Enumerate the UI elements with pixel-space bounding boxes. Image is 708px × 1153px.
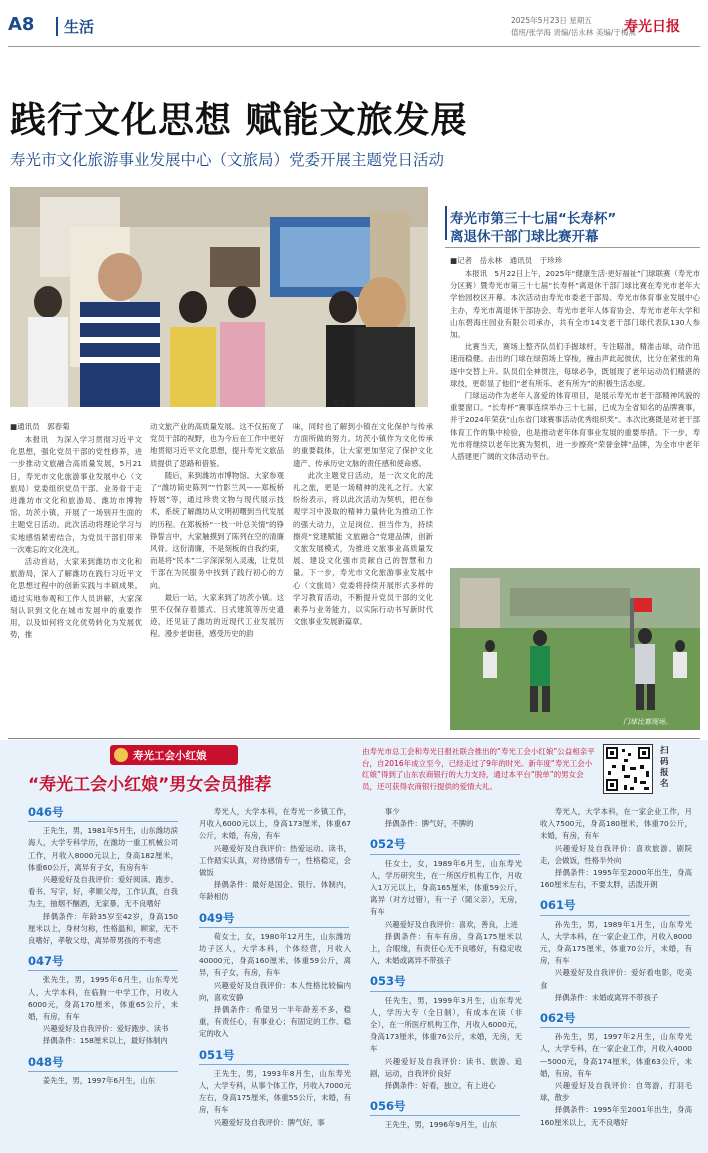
article-paragraph: 最后一站，大家来到了坊茨小镇。这里不仅保存着德式、日式建筑等历史遗迹，还见证了潍坊的近现代工业发展历程。漫步老街巷，感受历史的韵 (150, 592, 284, 639)
profile-text: 荀女士，女，1980年12月生，山东潍坊坊子区人，大学本科，个体经营，月收入40000元，身高160厘米，体重59公斤，离异，有子女，有房，有车 (199, 931, 351, 978)
header-rule (8, 46, 700, 47)
profile-text: 事少 (384, 807, 400, 816)
article-paragraph: 随后，来到潍坊市博物馆。大家参观了“潍坊简史陈列”“竹影兰风——郑板桥特展”等，通过珍贵文物与现代展示技术，系统了解潍坊从文明初曙到当代发展的历程。在郑板桥“一枝一叶总关情”的铮铮誓言中，大家触摸到了陈列在空的清廉风骨。这份清廉，不是刻板的自我约束，而是将“民本”二字深深刻入灵魂，让党员干部在为民服务中找到了践行初心的方向。 (150, 470, 284, 590)
profile-text: 择偶条件：158厘米以上，最好体制内 (42, 1036, 168, 1046)
article-byline: ■通讯员 郭春菊 (10, 422, 70, 431)
profile-divider (199, 927, 349, 928)
profile-text: 兴趣爱好及自我评价：脾气好，事 (213, 1117, 325, 1127)
profile-text: 兴趣爱好及自我评价：喜欢旅游、剧院走，会做饭，性格半外向 (540, 843, 692, 865)
profile-text: 兴趣爱好及自我评价：爱好看电影，吃美食 (540, 968, 692, 990)
article-byline: ■记者 岳永林 通讯员 于珍珍 (450, 256, 563, 265)
profile-text: 姜先生，男，1997年6月生，山东 (42, 1075, 155, 1085)
gateball-photo (450, 568, 700, 730)
profiles-column-4 (540, 806, 692, 1129)
article-body-column (10, 434, 142, 641)
profile-text: 寿光人，大学本科，在一家企业工作，月收入7500元，身高180厘米，体重70公斤，未婚，有房，有车 (540, 807, 692, 841)
article-paragraph: 比赛当天，赛场上整齐队员们手握球杆，专注瞄准，精准击球，动作迅速而稳健。击出的门球在绿茵场上穿梭，撞击声此起彼伏，比分在紧张的角逐中交替上升。队员们全神贯注，每球必争，既展现了老年运动员们精湛的球技，更彰显了他们“老有所乐、老有所为”的积极生活态度。 (450, 342, 700, 388)
profile-text: 择偶条件：1995年至2000年出生，身高160厘米左右，不要太胖，活泼开朗 (540, 868, 692, 890)
article-paragraph: 此次主题党日活动，是一次文化的洗礼之旅，更是一场精神的洗礼之行。大家纷纷表示，将以此次活动为契机，把在参观学习中汲取的精神力量转化为推动工作的强大动力，立足岗位、担当作为，持续擦亮“党建赋能 文旅融合”党建品牌，创新文旅发展模式，为推进文旅事业高质量发展、建设文化强市贡献自己的智慧和力量。下一步，寿光市文化旅游事业发展中心（文旅局）党委将持续开展形式多样的学习教育活动，不断提升党员干部的文化素养与业务能力，以实际行动书写新时代文旅事业发展新篇章。 (293, 470, 433, 627)
article-paragraph: 动文旅产业的高质量发展。这不仅拓宽了党员干部的视野，也为今后在工作中更好地贯彻习近平文化思想，提升寿光文旅品质提供了思路和借鉴。 (150, 422, 284, 468)
matchmaker-logo-text: 寿光工会小红娘 (133, 750, 207, 762)
photo-caption: 门球比赛现场。 (623, 718, 672, 726)
profile-number: 049号 (199, 910, 235, 925)
header-divider (56, 17, 58, 36)
article-body-column (450, 268, 700, 463)
profile-text: 任先生，男，1999年3月生，山东寿光人，学历大专（全日制），有成本在读（非全），在一所医疗机构工作，月收入6000元，身高173厘米，体重76公斤，未婚，无房，无车 (370, 995, 522, 1054)
profile-number: 053号 (370, 974, 406, 989)
profile-divider (370, 854, 520, 855)
profile-text: 兴趣爱好及自我评价：爱好阅读、跑步、看书、写字，好，孝顺父母，工作认真，自我为主，抽烟不酗酒，无家暴，无不良嗜好 (28, 875, 178, 909)
profile-text: 孙先生，男，1997年2月生，山东寿光人，大学专科，在一家企业工作，月收入4000—5000元，身高174厘米，体重63公斤，未婚，有房，有车 (540, 1032, 692, 1078)
article-paragraph: 本报讯 5月22日上午，2025年“健康生活·更好福祉”门球联赛（寿光市分区赛）暨寿光市第三十七届“长寿杯”离退休干部门球比赛在寿光市老年大学怡园校区开幕。本次活动由寿光市委老干部局、寿光市体育事业发展中心主办，寿光市离退休干部协会、寿光市老年人体育协会、寿光市老年大学和山东碧海庄园业有限公司承办，共有全市14支老干部门球代表队130人参加。 (450, 269, 700, 340)
profile-text: 兴趣爱好及自我评价：自驾游，打羽毛球，散步 (540, 1081, 692, 1103)
section-name: 生活 (64, 18, 95, 36)
profile-text: 任女士，女，1989年6月生，山东寿光人，学历研究生，在一所医疗机构工作，月收入1万元以上，身高165厘米，体重59公斤，离异（对方过错），有一子（随父亲），无房，有车 (370, 858, 522, 917)
profile-text: 择偶条件：年龄35岁至42岁，身高150厘米以上，身材匀称，性格温和，顾家，无不良嗜好，孝敬父母，离异带男孩的不考虑 (28, 911, 178, 946)
profile-text: 孙先生，男，1989年1月生，山东寿光人，大学本科，在一家企业工作，月收入8000元，身高175厘米，体重70公斤，未婚，有房，有车 (540, 919, 692, 966)
matchmaker-note: 由寿光市总工会和寿光日报社联合推出的“寿光工会小红娘”公益相亲平台，自2016年成立至今，已经走过了9年的时光。新年度“寿光工会小红娘”得到了山东农商银行的大力支持，通过本平台“脱单”的男女会员，还可获得农商银行提供的爱情大礼。 (362, 747, 595, 791)
profile-number: 062号 (540, 1011, 576, 1026)
profile-divider (370, 991, 520, 992)
profile-divider (199, 1064, 349, 1065)
page-number: A8 (8, 14, 35, 35)
main-subheadline: 寿光市文化旅游事业发展中心（文旅局）党委开展主题党日活动 (10, 151, 445, 169)
profile-text: 择偶条件：有车有房，身高175厘米以上，合眼缘，有责任心无不良嗜好，有稳定收入，未婚或离异不带孩子 (370, 931, 522, 966)
article-paragraph: 味，同时也了解到小镇在文化保护与传承方面所做的努力。坊茨小镇作为文化传承的重要载体，让大家更加坚定了保护文化遗产、传承历史文脉的责任感和使命感。 (293, 422, 433, 468)
matchmaker-title: “寿光工会小红娘”男女会员推荐 (28, 775, 272, 795)
article-body-column (150, 421, 284, 641)
profile-text: 兴趣爱好及自我评价：喜欢，善良，上进 (384, 919, 518, 929)
article-paragraph: 活动首站，大家来到潍坊市文化和旅游局，深入了解潍坊在践行习近平文化思想过程中的创新实践与丰硕成果。通过实地参观和工作人员讲解，大家深刻认识到文化在城市发展中的重要作用，以及如何将文化优势转化为发展优势，推 (10, 557, 142, 640)
article-paragraph: 门球运动作为老年人喜爱的体育项目，是展示寿光市老干部精神风貌的重要窗口。“长寿杯”赛事连续举办三十七届，已成为全省知名的品牌赛事，并于2024年荣获“山东省门球赛事活动优秀组织奖”。本次比赛既是对老干部体育工作的集中检验，也是推动老年体育事业发展的重要举措。下一步，寿光市将继续以老年比赛为契机，进一步擦亮“荣誉金牌”品牌，为全市中老年人搭建更广阔的文体活动平台。 (450, 391, 700, 462)
qr-label: 扫码报名 (660, 746, 669, 789)
article-title-line1: 寿光市第三十七届“长寿杯” (450, 211, 617, 227)
newspaper-logo: 寿光日报 (624, 19, 680, 35)
profile-number: 061号 (540, 898, 576, 913)
museum-visit-photo (10, 187, 428, 407)
article-paragraph: 本报讯 为深入学习贯彻习近平文化思想，强化党员干部的党性修养，进一步推动文旅融合高质量发展，5月21日，寿光市文化旅游事业发展中心（文旅局）党委组织党员干部、业务骨干走进潍坊市文化和旅游局、潍坊市博物馆、坊茨小镇，开展了一场别开生面的主题党日活动。此次活动将理论学习与实地感悟紧密结合，为党员干部们带来一次难忘的文化洗礼。 (10, 435, 142, 554)
profile-text: 择偶条件：脾气好，不脾的 (384, 819, 474, 829)
profile-number: 052号 (370, 837, 406, 852)
heart-badge-icon (114, 748, 128, 762)
profile-divider (28, 970, 178, 971)
profile-divider (540, 1027, 690, 1028)
profiles-column-2 (199, 806, 351, 1129)
article-title-line2: 离退休干部门球比赛开幕 (450, 229, 599, 245)
title-rule (445, 247, 700, 248)
profile-text: 王先生，男，1981年5月生，山东潍坊滨海人，大学专科学历，在潍坊一重工机械公司工作，月收入8000元以上，身高182厘米，体重60公斤，离异有子女，有房有车 (28, 826, 178, 872)
profile-text: 择偶条件：最好是国企、银行、体制内，年龄相仿 (199, 880, 351, 902)
profile-text: 择偶条件：未婚或离异不带孩子 (554, 992, 659, 1002)
profile-text: 王先生，男，1996年9月生，山东 (384, 1120, 497, 1130)
profile-text: 择偶条件：好看，独立，有上进心 (384, 1081, 496, 1091)
main-headline: 践行文化思想 赋能文旅发展 (10, 100, 468, 141)
profile-number: 048号 (28, 1054, 64, 1069)
profiles-column-1 (28, 806, 178, 1087)
issue-date: 2025年5月23日 星期五 (511, 16, 592, 25)
title-accent-bar (445, 206, 447, 240)
article-body-column (293, 421, 433, 628)
profiles-column-3 (370, 806, 522, 1132)
section-rule (8, 738, 700, 739)
profile-divider (28, 821, 178, 822)
profile-text: 张先生，男，1995年6月生，山东寿光人，大学本科，在临朐一中学工作，月收入6000元，身高170厘米，体重65公斤，未婚，有房，有车 (28, 975, 178, 1022)
photo-caption: 党员干部在参观学习。 (332, 399, 402, 407)
profile-text: 兴趣爱好及自我评价：读书、旅游、追剧，运动，自我评价良好 (370, 1056, 522, 1078)
profile-divider (540, 915, 690, 916)
profile-number: 056号 (370, 1099, 406, 1114)
profile-text: 兴趣爱好及自我评价：本人性格比较偏内向，喜欢安静 (199, 980, 351, 1002)
editor-credits: 值班/张学海 责编/岳永林 美编/于梅燕 (511, 28, 636, 37)
profile-text: 择偶条件：希望另一半年龄差不多，稳重，有责任心，有事业心；有固定的工作、稳定的收入 (199, 1005, 351, 1039)
profile-divider (28, 1071, 178, 1072)
profile-text: 择偶条件：1995年至2001年出生，身高160厘米以上，无不良嗜好 (540, 1105, 692, 1127)
profile-number: 051号 (199, 1047, 235, 1062)
profile-number: 046号 (28, 805, 64, 819)
profile-text: 王先生，男，1993年8月生，山东寿光人，大学专科，从事个体工作，月收入7000元左右，身高175厘米，体重55公斤，未婚，有房，有车 (199, 1068, 351, 1115)
profile-text: 兴趣爱好及自我评价：爱好跑步、读书 (42, 1024, 169, 1034)
profile-text: 寿光人，大学本科，在寿光一乡镇工作，月收入6000元以上，身高173厘米，体重67公斤，未婚，有房，有车 (199, 807, 351, 841)
profile-number: 047号 (28, 954, 64, 969)
profile-text: 兴趣爱好及自我评价：热爱运动、读书，工作踏实认真，对待感情专一，性格稳定，会做饭 (199, 843, 351, 878)
profile-divider (370, 1115, 520, 1116)
qr-code[interactable] (603, 744, 653, 794)
